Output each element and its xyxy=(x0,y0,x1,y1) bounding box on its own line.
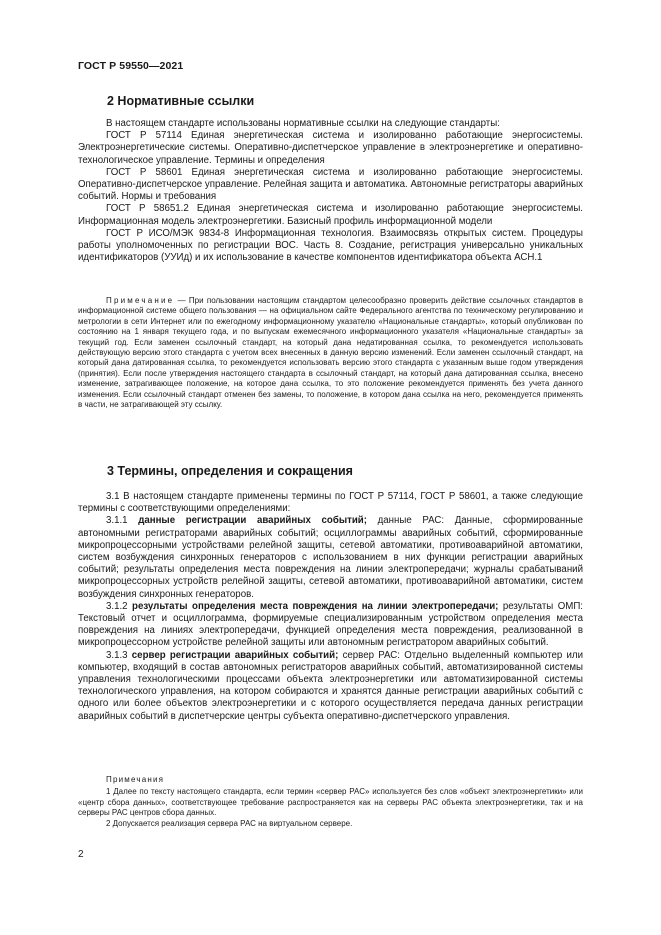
reference-item: ГОСТ Р ИСО/МЭК 9834-8 Информационная технология. Взаимосвязь открытых систем. Процедуры работы уполномоченных по регистрации ВОС. Часть 8. Создание, регистрация универсально уникальных идентификаторов (УУИд) и их использование в качестве компонентов идентификатора объекта АСН.1 xyxy=(78,227,583,264)
term-name: данные регистрации аварийных событий; xyxy=(138,515,367,527)
term-number: 3.1.2 xyxy=(106,600,133,612)
notes-title: Примечания xyxy=(106,775,165,784)
section-2-intro: В настоящем стандарте использованы нормативные ссылки на следующие стандарты: xyxy=(106,118,500,129)
standard-code-header: ГОСТ Р 59550—2021 xyxy=(78,60,184,72)
note-item-1: 1 Далее по тексту настоящего стандарта, если термин «сервер РАС» используется без слов «объект электроэнергетики» или «центр сбора данных», соответствующее требование распространяется как на серверы РАС объекта электроэнергетики, так и на серверы РАС центров сбора данных. xyxy=(78,787,583,818)
term-definition: данные РАС: Данные, сформированные автономными регистраторами аварийных событий; осциллограммы аварийных событий, сформированные микропроцессорными устройствами релейной защиты, сетевой автоматики, противоаварийной автоматики, систем возбуждения синхронных генераторов с использованием в них функции регистрации аварийных событий; результаты определения места повреждения на линии электропередачи; журналы срабатываний микропроцессорных устройств релейной защиты, сетевой автоматики, противоаварийной автоматики, систем возбуждения синхронных генераторов. xyxy=(78,515,583,600)
section-2-note xyxy=(78,296,583,410)
section-2-heading: 2 Нормативные ссылки xyxy=(107,94,255,108)
note-text: — При пользовании настоящим стандартом целесообразно проверить действие ссылочных стандартов в информационной системе общего пользования — на официальном сайте Федерального агентства по техническому регулированию и метрологии в сети Интернет или по ежегодному информационному указателю «Национальные стандарты», который опубликован по состоянию на 1 января текущего года, и по выпускам ежемесячного информационного указателя «Национальные стандарты» за текущий год. Если заменен ссылочный стандарт, на который дана недатированная ссылка, то рекомендуется использовать действующую версию этого стандарта с учетом всех внесенных в данную версию изменений. Если заменен ссылочный стандарт, на который дана датированная ссылка, то рекомендуется использовать версию этого стандарта с указанным выше годом утверждения (принятия). Если после утверждения настоящего стандарта в ссылочный стандарт, на который дана датированная ссылка, внесено изменение, затрагивающее положение, на которое дана ссылка, то это положение рекомендуется применять без учета данного изменения. Если ссылочный стандарт отменен без замены, то положение, в котором дана ссылка на него, рекомендуется применять в части, не затрагивающей эту ссылку. xyxy=(78,296,583,410)
paragraph-3-1: 3.1 В настоящем стандарте применены термины по ГОСТ Р 57114, ГОСТ Р 58601, а также следующие термины с соответствующими определениями: xyxy=(78,491,583,515)
page-number: 2 xyxy=(78,849,84,860)
term-name: сервер регистрации аварийных событий; xyxy=(131,649,339,661)
term-number: 3.1.3 xyxy=(106,649,132,661)
section-3-heading: 3 Термины, определения и сокращения xyxy=(107,464,353,478)
reference-item: ГОСТ Р 58601 Единая энергетическая система и изолированно работающие энергосистемы. Оперативно-диспетчерское управление. Релейная защита и автоматика. Автономные регистраторы аварийных событий. Нормы и требования xyxy=(78,166,583,203)
reference-item: ГОСТ Р 58651.2 Единая энергетическая система и изолированно работающие энергосистемы. Информационная модель электроэнергетики. Базисный профиль информационной модели xyxy=(78,203,583,227)
section-3-notes xyxy=(78,775,583,829)
term-name: результаты определения места повреждения на линии электропередачи; xyxy=(132,600,499,612)
term-definition: сервер РАС: Отдельно выделенный компьютер или компьютер, входящий в состав автономных регистраторов аварийных событий, автоматизированной системы управления технологическими процессами объекта электроэнергетики или автоматизированной системы технологического управления, на котором собираются и хранятся данные регистрации аварийных событий с одного или более объектов электроэнергетики и с которого осуществляется передача данных регистрации аварийных событий в диспетчерские центры субъекта оперативно-диспетчерского управления. xyxy=(78,649,583,722)
section-3-body xyxy=(78,491,583,723)
reference-item: ГОСТ Р 57114 Единая энергетическая система и изолированно работающие энергосистемы. Электроэнергетические системы. Оперативно-диспетчерское управление в электроэнергетике и оперативно-технологическое управление. Термины и определения xyxy=(78,130,583,166)
note-label: Примечание xyxy=(106,296,175,305)
section-2-body xyxy=(78,118,583,264)
term-definition: результаты ОМП: Текстовый отчет и осциллограмма, формируемые специализированным устройством определения места повреждения на линиях электропередачи, функцией определения места повреждения, реализованной в микропроцессорном устройстве релейной защиты или автономным регистратором аварийных событий. xyxy=(78,600,583,649)
term-3-1-1 xyxy=(78,515,583,600)
term-3-1-3 xyxy=(78,650,583,723)
term-3-1-2 xyxy=(78,601,583,650)
note-item-2: 2 Допускается реализация сервера РАС на виртуальном сервере. xyxy=(106,818,353,828)
term-number: 3.1.1 xyxy=(106,515,139,527)
